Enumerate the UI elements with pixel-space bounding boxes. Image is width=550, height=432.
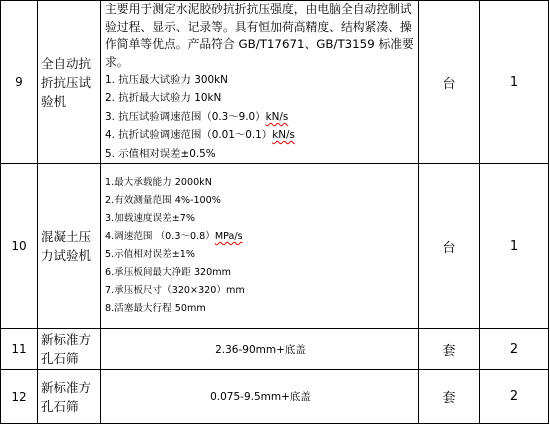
- quantity-cell: 2: [480, 329, 549, 370]
- quantity-cell: 1: [480, 1, 549, 164]
- table-row: [1, 164, 549, 329]
- spec-item: 7.承压板尺寸（320×320）mm: [105, 285, 245, 297]
- item-spec: [101, 164, 419, 329]
- quantity-cell: 2: [480, 370, 549, 424]
- spec-item: 1. 抗压最大试验力 300kN: [105, 74, 228, 86]
- spec-intro: 主要用于测定水泥胶砂抗折抗压强度，由电脑全自动控制试验过程、显示、记录等。具有恒加荷高精度、结构紧凑、操作简单等优点。产品符合 GB/T17671、GB/T3159 标准要求。: [105, 2, 414, 69]
- spellcheck-flagged-text: kN/s: [272, 129, 295, 142]
- item-name-line: 全自动抗: [41, 55, 92, 71]
- table-row: [1, 1, 549, 164]
- spec-item: 3. 抗压试验调速范围（0.3～9.0）kN/s: [105, 110, 289, 123]
- unit-cell: 套: [419, 370, 480, 424]
- item-name-line: 孔石筛: [41, 398, 79, 414]
- unit-cell: 套: [419, 329, 480, 370]
- item-name: [38, 370, 101, 424]
- spec-item: 5. 示值相对误差±0.5%: [105, 147, 216, 160]
- item-name: [38, 164, 101, 329]
- spec-item: 6.承压板间最大净距 320mm: [105, 267, 231, 279]
- spellcheck-flagged-text: MPa/s: [214, 231, 243, 243]
- spec-item: 2.有效测量范围 4%-100%: [105, 195, 221, 207]
- item-name: [38, 329, 101, 370]
- row-number: 12: [1, 370, 38, 424]
- quantity-cell: 1: [480, 164, 549, 329]
- item-name-line: 验机: [41, 93, 67, 109]
- table-row: [1, 370, 549, 424]
- row-number: 9: [1, 1, 38, 164]
- spec-item: 1.最大承载能力 2000kN: [105, 177, 212, 189]
- spec-item: 5.示值相对误差±1%: [105, 249, 195, 261]
- item-spec: 0.075-9.5mm+底盖: [101, 370, 419, 424]
- item-name-line: 新标准方: [41, 379, 92, 395]
- item-name-line: 混凝土压: [41, 229, 92, 245]
- item-spec: 2.36-90mm+底盖: [101, 329, 419, 370]
- row-number: 10: [1, 164, 38, 329]
- item-name-line: 孔石筛: [41, 351, 79, 367]
- item-name-line: 新标准方: [41, 332, 92, 348]
- table-row: [1, 329, 549, 370]
- spec-item: 2. 抗折最大试验力 10kN: [105, 92, 222, 105]
- item-name: [38, 1, 101, 164]
- spec-item: 3.加载速度误差±7%: [105, 213, 195, 225]
- row-number: 11: [1, 329, 38, 370]
- item-spec: [101, 1, 419, 164]
- item-name-line: 力试验机: [41, 248, 92, 264]
- item-name-line: 折抗压试: [41, 74, 92, 90]
- spec-item: 8.活塞最大行程 50mm: [105, 303, 206, 315]
- spec-item: 4. 抗折试验调速范围（0.01～0.1）kN/s: [105, 129, 295, 142]
- unit-cell: 台: [419, 164, 480, 329]
- spec-item: 4.调速范围 （0.3～0.8）MPa/s: [105, 231, 243, 243]
- unit-cell: 台: [419, 1, 480, 164]
- spellcheck-flagged-text: kN/s: [265, 110, 289, 123]
